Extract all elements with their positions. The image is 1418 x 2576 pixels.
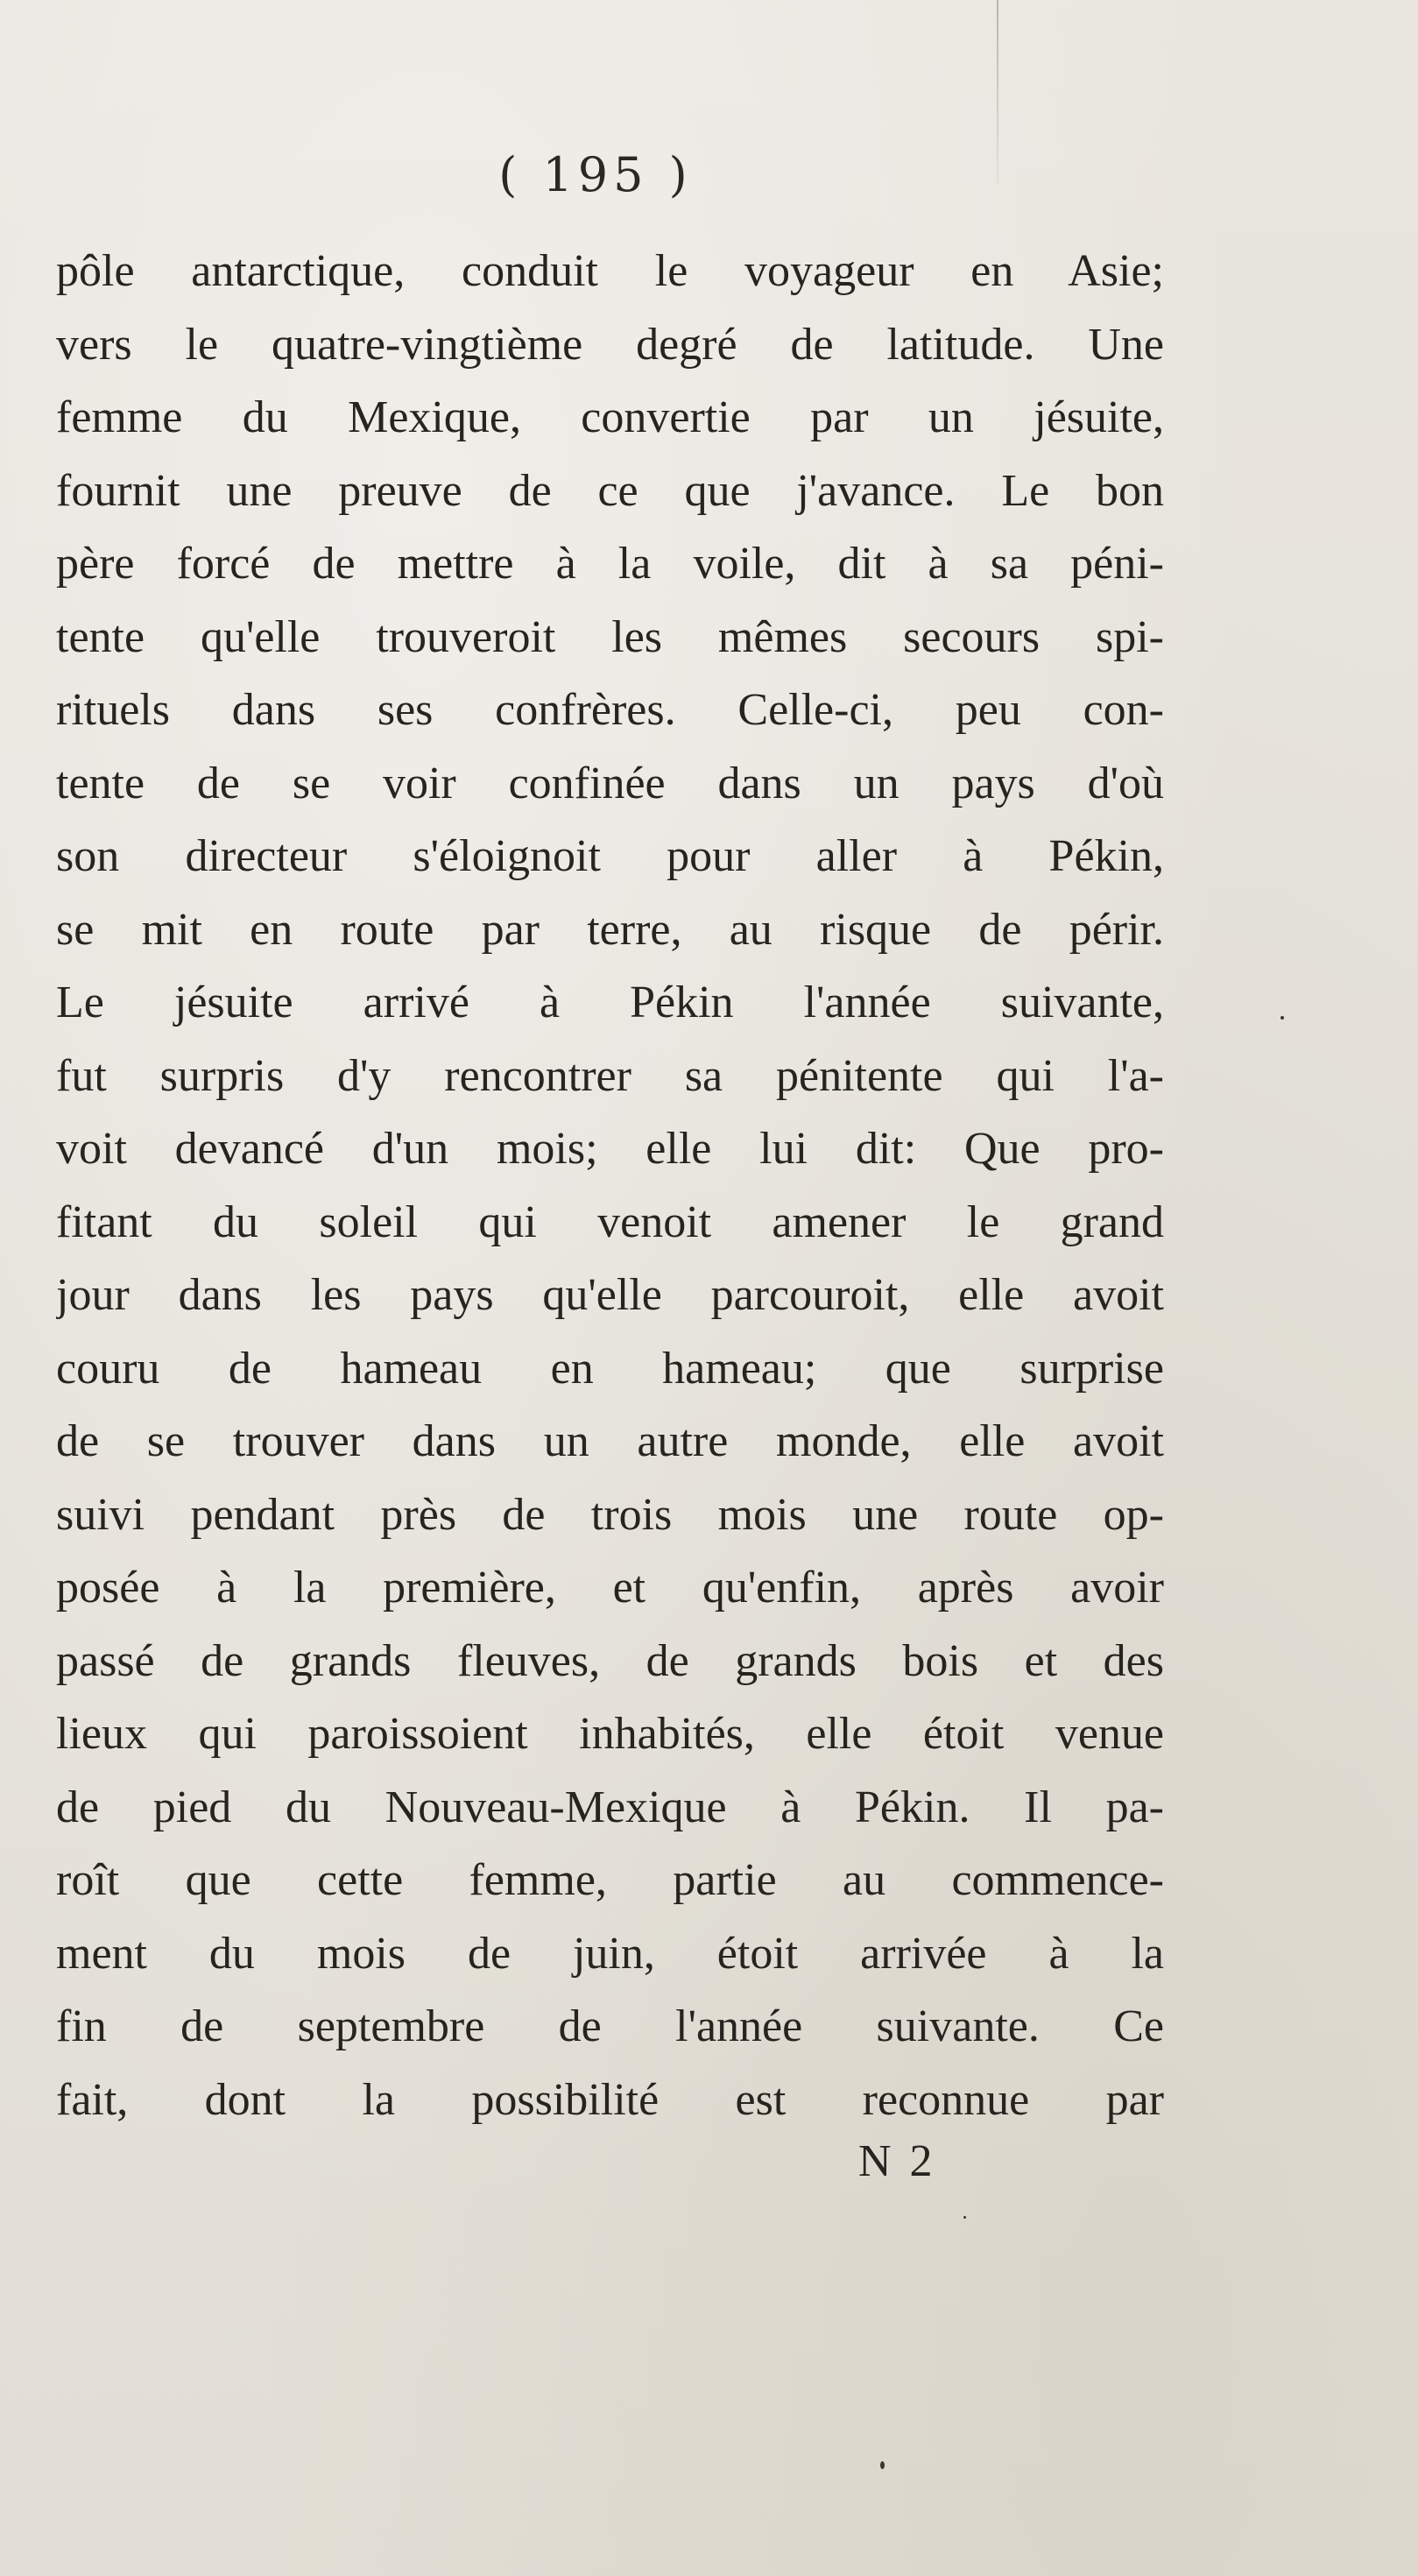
text-line: père forcé de mettre à la voile, dit à sa péni- — [56, 539, 1164, 589]
text-line: de se trouver dans un autre monde, elle avoit — [56, 1416, 1164, 1466]
text-line: de pied du Nouveau-Mexique à Pékin. Il pa- — [56, 1782, 1164, 1832]
text-line: tente qu'elle trouveroit les mêmes secours spi- — [56, 611, 1164, 662]
text-line: passé de grands fleuves, de grands bois et des — [56, 1635, 1164, 1686]
page-number: ( 195 ) — [498, 147, 693, 202]
text-line: couru de hameau en hameau; que surprise — [56, 1343, 1164, 1394]
text-line: Le jésuite arrivé à Pékin l'année suivante, — [56, 977, 1164, 1027]
ink-speck — [963, 2216, 966, 2219]
text-line: ment du mois de juin, étoit arrivée à la — [56, 1928, 1164, 1979]
text-line: rituels dans ses confrères. Celle-ci, peu con- — [56, 685, 1164, 735]
text-line: fut surpris d'y rencontrer sa pénitente qui l'a- — [56, 1050, 1164, 1101]
text-line: fin de septembre de l'année suivante. Ce — [56, 2001, 1164, 2051]
text-line: fournit une preuve de ce que j'avance. Le bon — [56, 465, 1164, 516]
body-text — [56, 235, 1164, 2136]
text-line: voit devancé d'un mois; elle lui dit: Que pro- — [56, 1124, 1164, 1174]
text-line: fitant du soleil qui venoit amener le grand — [56, 1196, 1164, 1247]
text-line: son directeur s'éloignoit pour aller à Pékin, — [56, 831, 1164, 881]
text-line: tente de se voir confinée dans un pays d'où — [56, 758, 1164, 808]
ink-speck — [880, 2461, 885, 2469]
text-line: suivi pendant près de trois mois une route op- — [56, 1489, 1164, 1540]
text-line: posée à la première, et qu'enfin, après avoir — [56, 1563, 1164, 1613]
signature-mark: N 2 — [858, 2136, 936, 2186]
text-line: vers le quatre-vingtième degré de latitude. Une — [56, 319, 1164, 370]
text-line: roît que cette femme, partie au commence- — [56, 1855, 1164, 1905]
ink-speck — [1280, 1016, 1284, 1020]
text-line: pôle antarctique, conduit le voyageur en Asie; — [56, 246, 1164, 296]
text-line: fait, dont la possibilité est reconnue par — [56, 2074, 1164, 2125]
text-line: se mit en route par terre, au risque de périr. — [56, 904, 1164, 955]
text-line: femme du Mexique, convertie par un jésuite, — [56, 392, 1164, 442]
text-line: lieux qui paroissoient inhabités, elle étoit venue — [56, 1709, 1164, 1759]
text-line: jour dans les pays qu'elle parcouroit, elle avoit — [56, 1270, 1164, 1320]
